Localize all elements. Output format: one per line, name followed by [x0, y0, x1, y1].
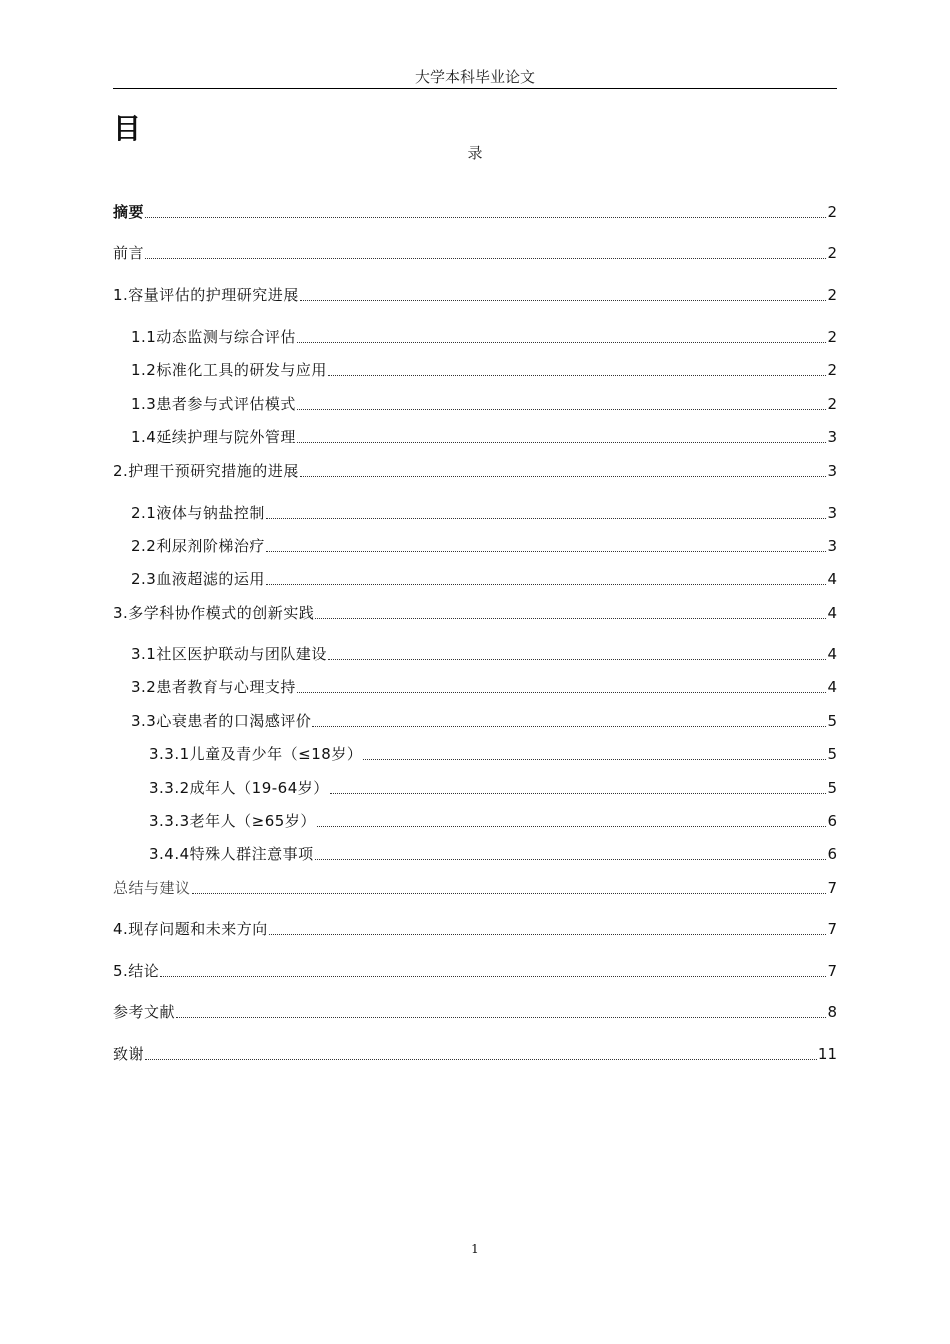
toc-entry-label: 2.护理干预研究措施的进展 [113, 462, 299, 480]
page-header: 大学本科毕业论文 [113, 66, 837, 89]
toc-entry[interactable] [131, 393, 837, 415]
toc-entry-label: 3.2患者教育与心理支持 [131, 678, 296, 696]
toc-entry-page: 2 [827, 361, 837, 379]
toc-entry-label: 3.3心衰患者的口渴感评价 [131, 712, 312, 730]
toc-entry-label: 参考文献 [113, 1003, 176, 1021]
toc-leader-dots [297, 341, 827, 343]
toc-entry[interactable] [113, 284, 837, 306]
toc-entry-label: 3.1社区医护联动与团队建设 [131, 645, 327, 663]
toc-leader-dots [297, 691, 827, 693]
toc-entry-page: 6 [827, 845, 837, 863]
toc-entry-page: 11 [817, 1045, 837, 1063]
toc-leader-dots [145, 1058, 817, 1060]
toc-entry-page: 7 [827, 920, 837, 938]
toc-entry-label: 2.2利尿剂阶梯治疗 [131, 537, 265, 555]
toc-entry-page: 4 [827, 604, 837, 622]
toc-entry-page: 7 [827, 879, 837, 897]
toc-entry-page: 7 [827, 962, 837, 980]
toc-entry-page: 2 [827, 328, 837, 346]
toc-entry[interactable] [113, 460, 837, 482]
toc-entry-label: 1.2标准化工具的研发与应用 [131, 361, 327, 379]
toc-entry[interactable] [113, 877, 837, 899]
toc-leader-dots [315, 617, 826, 619]
toc-entry-page: 4 [827, 645, 837, 663]
toc-entry-page: 2 [827, 286, 837, 304]
toc-entry-page: 4 [827, 678, 837, 696]
toc-entry-label: 3.多学科协作模式的创新实践 [113, 604, 315, 622]
toc-entry[interactable] [131, 326, 837, 348]
toc-entry-page: 2 [827, 244, 837, 262]
toc-entry-label: 3.3.1儿童及青少年（≤18岁） [149, 745, 363, 763]
page-number: 1 [471, 1242, 479, 1256]
toc-entry-page: 3 [827, 462, 837, 480]
toc-entry-page: 4 [827, 570, 837, 588]
toc-entry[interactable] [149, 777, 837, 799]
toc-entry[interactable] [131, 502, 837, 524]
toc-entry[interactable] [131, 535, 837, 557]
toc-leader-dots [297, 408, 827, 410]
toc-entry-label: 1.4延续护理与院外管理 [131, 428, 296, 446]
toc-leader-dots [297, 441, 827, 443]
toc-entry[interactable] [113, 1043, 837, 1065]
toc-entry-label: 总结与建议 [113, 879, 191, 897]
toc-leader-dots [312, 725, 826, 727]
toc-leader-dots [176, 1016, 826, 1018]
toc-entry[interactable] [113, 602, 837, 624]
toc-entry-page: 6 [827, 812, 837, 830]
toc-entry-page: 8 [827, 1003, 837, 1021]
toc-entry-label: 3.3.3老年人（≥65岁） [149, 812, 316, 830]
toc-leader-dots [363, 758, 826, 760]
toc-entry[interactable] [113, 960, 837, 982]
toc-leader-dots [328, 658, 827, 660]
toc-entry[interactable] [131, 359, 837, 381]
toc-leader-dots [269, 933, 827, 935]
toc-entry[interactable] [131, 643, 837, 665]
toc-entry-page: 3 [827, 504, 837, 522]
toc-entry-label: 2.3血液超滤的运用 [131, 570, 265, 588]
toc-entry-label: 1.3患者参与式评估模式 [131, 395, 296, 413]
toc-entry[interactable] [113, 242, 837, 264]
toc-entry[interactable] [149, 810, 837, 832]
toc-entry-label: 摘要 [113, 203, 145, 221]
toc-leader-dots [300, 299, 827, 301]
toc-entry[interactable] [131, 568, 837, 590]
toc-entry-page: 5 [827, 712, 837, 730]
toc-entry[interactable] [131, 676, 837, 698]
toc-entry-label: 前言 [113, 244, 145, 262]
toc-title-char-2: 录 [467, 144, 483, 162]
toc-entry-label: 3.3.2成年人（19-64岁） [149, 779, 329, 797]
toc-entry-label: 2.1液体与钠盐控制 [131, 504, 265, 522]
toc-entry-label: 致谢 [113, 1045, 145, 1063]
toc-entry[interactable] [113, 1001, 837, 1023]
toc-entry[interactable] [149, 743, 837, 765]
toc-entry-page: 3 [827, 537, 837, 555]
toc-leader-dots [315, 858, 827, 860]
toc-leader-dots [266, 550, 827, 552]
toc-leader-dots [317, 825, 827, 827]
toc-entry[interactable] [131, 710, 837, 732]
toc-entry-page: 3 [827, 428, 837, 446]
toc-entry-label: 1.容量评估的护理研究进展 [113, 286, 299, 304]
toc-entry-page: 5 [827, 745, 837, 763]
toc-entry-label: 3.4.4特殊人群注意事项 [149, 845, 314, 863]
toc-entry-label: 5.结论 [113, 962, 160, 980]
toc-title-char-1: 目 [113, 112, 142, 145]
toc-leader-dots [330, 792, 827, 794]
toc-entry-page: 5 [827, 779, 837, 797]
toc-entry[interactable] [149, 843, 837, 865]
toc-leader-dots [266, 583, 827, 585]
toc-leader-dots [160, 975, 826, 977]
toc-leader-dots [300, 475, 827, 477]
toc-leader-dots [145, 216, 826, 218]
toc-leader-dots [145, 257, 826, 259]
toc-entry[interactable] [113, 918, 837, 940]
toc-leader-dots [328, 374, 827, 376]
toc-entry[interactable] [113, 201, 837, 223]
toc-entry-label: 4.现存问题和未来方向 [113, 920, 268, 938]
toc-leader-dots [192, 892, 827, 894]
toc-leader-dots [266, 517, 827, 519]
toc-entry[interactable] [131, 426, 837, 448]
toc-entry-label: 1.1动态监测与综合评估 [131, 328, 296, 346]
toc-entry-page: 2 [827, 203, 837, 221]
toc-entry-page: 2 [827, 395, 837, 413]
